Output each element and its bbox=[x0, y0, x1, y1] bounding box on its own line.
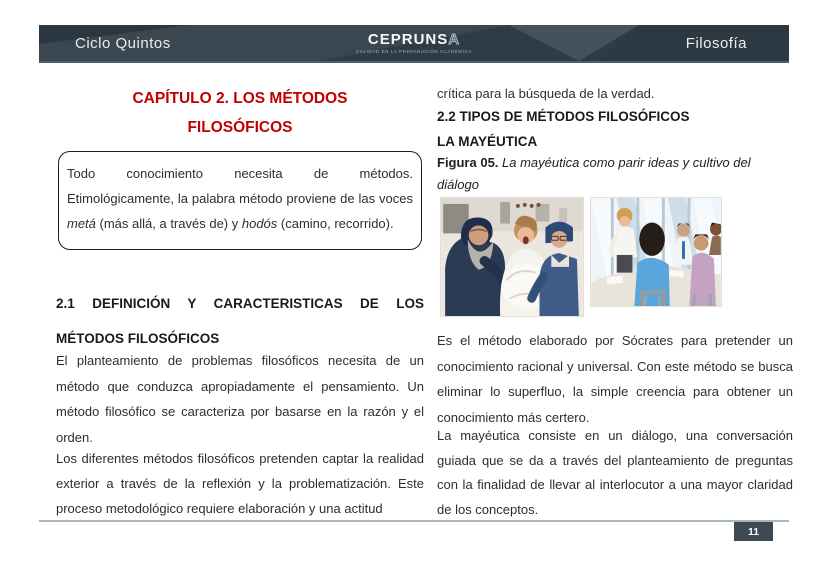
callout-text-segment: (camino, recorrido). bbox=[277, 216, 394, 231]
paragraph: La mayéutica consiste en un diálogo, una conversación guiada que se da a través del planteamiento de preguntas con la finalidad de llevar al interlocutor a una mayor claridad de los conceptos. bbox=[437, 428, 793, 517]
figure-caption bbox=[437, 152, 793, 196]
page-number: 11 bbox=[747, 525, 760, 538]
logo-text-outlined-a: A bbox=[448, 30, 461, 48]
logo-text-main: CEPRUNS bbox=[367, 30, 449, 48]
subsection-heading-mayeutica: LA MAYÉUTICA bbox=[437, 134, 538, 149]
chapter-title-line1: CAPÍTULO 2. LOS MÉTODOS bbox=[132, 90, 348, 107]
callout-term-meta: metá bbox=[67, 216, 96, 231]
ceprunsa-logo-wordmark bbox=[356, 32, 472, 48]
figure-caption-text: La mayéutica como parir ideas y cultivo del diálogo bbox=[437, 155, 751, 192]
header-subject-label: Filosofía bbox=[685, 34, 747, 52]
figure-image-midwifery-birth-scene bbox=[440, 197, 584, 317]
figure-images bbox=[440, 197, 722, 317]
callout-term-hodos: hodós bbox=[241, 216, 278, 231]
section-heading-2-2: 2.2 TIPOS DE MÉTODOS FILOSÓFICOS bbox=[437, 109, 690, 124]
chapter-title-line2: FILOSÓFICOS bbox=[187, 119, 293, 136]
page-number-badge bbox=[734, 522, 773, 541]
etymology-callout-box bbox=[58, 151, 422, 250]
callout-text-segment: (más allá, a través de) y bbox=[95, 216, 242, 231]
callout-text-segment: Todo conocimiento necesita de métodos. Etimológicamente, la palabra método proviene de las voces bbox=[67, 166, 413, 206]
ceprunsa-logo bbox=[356, 32, 472, 55]
header-bar bbox=[39, 25, 789, 63]
section-heading-2-1: 2.1 DEFINICIÓN Y CARACTERISTICAS DE LOS MÉTODOS FILOSÓFICOS bbox=[56, 296, 424, 346]
paragraph: El planteamiento de problemas filosóficos necesita de un método que conduzca apropiadamente el pensamiento. Un método filosófico se caracteriza por basarse en la razón y el orden. bbox=[56, 353, 424, 445]
footer-divider-line bbox=[39, 520, 789, 522]
paragraph: Es el método elaborado por Sócrates para pretender un conocimiento racional y universal. Con este método se busca eliminar lo superfluo, la simple creencia para obtener un conocimiento más certero. bbox=[437, 333, 793, 425]
figure-image-meeting-dialogue bbox=[590, 197, 722, 307]
header-course-label: Ciclo Quintos bbox=[75, 34, 171, 52]
figure-label: Figura 05. bbox=[437, 155, 499, 170]
chapter-title bbox=[56, 84, 424, 142]
paragraph-continuation: crítica para la búsqueda de la verdad. bbox=[437, 86, 655, 101]
logo-tagline: CALIDAD EN LA PREPARACIÓN ACADÉMICA bbox=[356, 48, 472, 54]
paragraph: Los diferentes métodos filosóficos pretenden captar la realidad exterior a través de la reflexión y la problematización. Este proceso metodológico requiere elaboración y una actitud bbox=[56, 451, 424, 516]
